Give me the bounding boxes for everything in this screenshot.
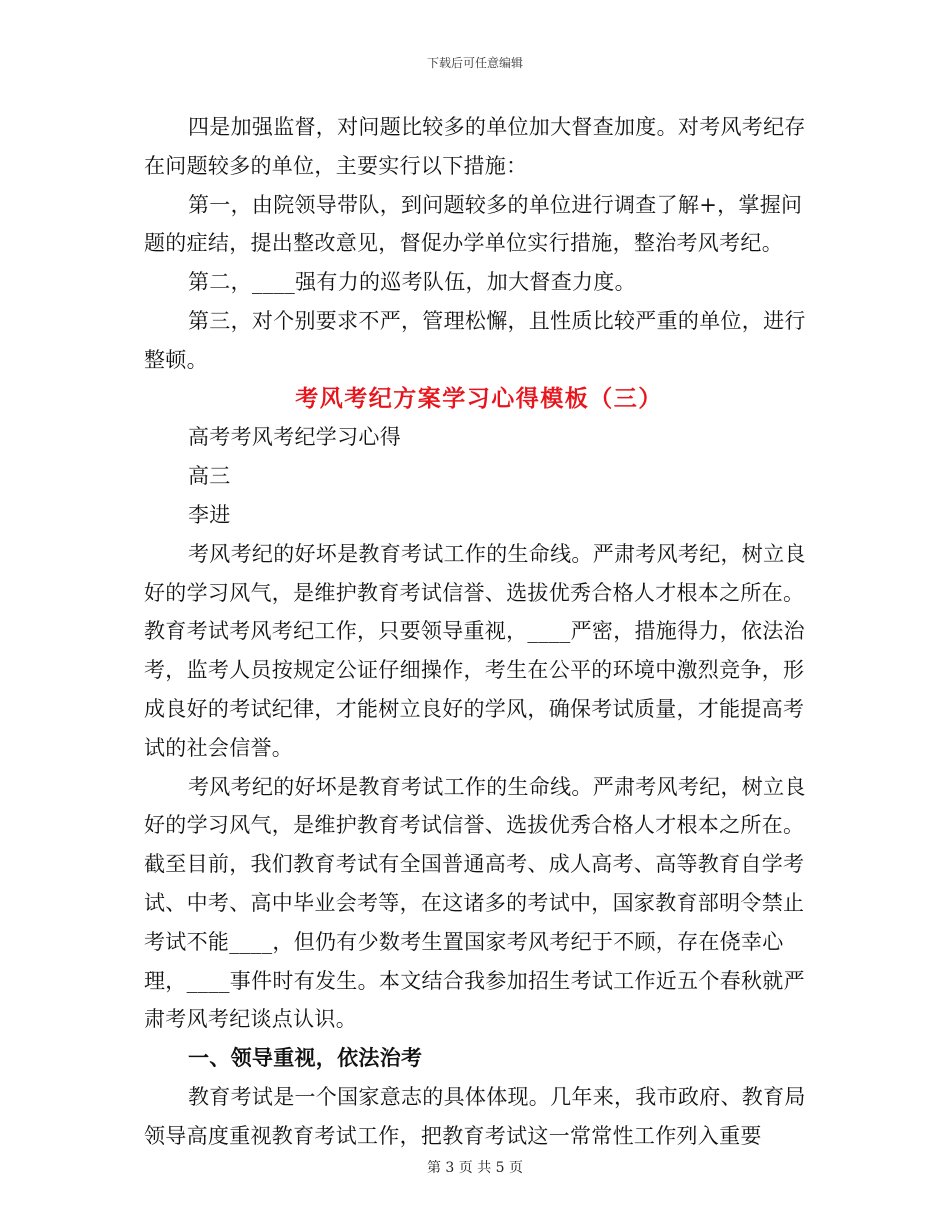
paragraph-measure-one: 第一，由院领导带队，到问题较多的单位进行调查了解+，掌握问题的症结，提出整改意见，督促办学单位实行措施，整治考风考纪。 [144, 192, 803, 256]
section-heading: 一、领导重视，依法治考 [188, 1046, 423, 1071]
paragraph-measure-three: 第三，对个别要求不严，管理松懈，且性质比较严重的单位，进行整顿。 [144, 308, 806, 372]
page-footer: 第 3 页 共 5 页 [426, 1160, 524, 1176]
document-body [144, 108, 814, 1156]
paragraph-measure-two: 第二，____强有力的巡考队伍，加大督查力度。 [188, 270, 636, 295]
paragraph-leadership: 教育考试是一个国家意志的具体体现。几年来，我市政府、教育局领导高度重视教育考试工作，把教育考试这一常常性工作列入重要 [144, 1084, 806, 1148]
paragraph-intro: 考风考纪的好坏是教育考试工作的生命线。严肃考风考纪，树立良好的学习风气，是维护教育考试信誉、选拔优秀合格人才根本之所在。教育考试考风考纪工作，只要领导重视，____严密，措施得力，依法治考，监考人员按规定公证仔细操作，考生在公平的环境中激烈竞争，形成良好的考试纪律，才能树立良好的学风，确保考试质量，才能提高考试的社会信誉。 [144, 541, 806, 760]
section-title: 考风考纪方案学习心得模板（三） [295, 385, 663, 412]
page-header: 下载后可任意编辑 [426, 56, 523, 70]
paragraph-supervision: 四是加强监督，对问题比较多的单位加大督查加度。对考风考纪存在问题较多的单位，主要实行以下措施： [144, 115, 806, 178]
paragraph-background: 考风考纪的好坏是教育考试工作的生命线。严肃考风考纪，树立良好的学习风气，是维护教育考试信誉、选拔优秀合格人才根本之所在。截至目前，我们教育考试有全国普通高考、成人高考、高等教育自学考试、中考、高中毕业会考等，在这诸多的考试中，国家教育部明令禁止考试不能____，但仍有少数考生置国家考风考纪于不顾，存在侥幸心理，____事件时有发生。本文结合我参加招生考试工作近五个春秋就严肃考风考纪谈点认识。 [144, 774, 806, 1032]
essay-subtitle: 高考考风考纪学习心得 [188, 425, 401, 450]
essay-grade: 高三 [188, 464, 231, 489]
essay-author: 李进 [188, 502, 231, 527]
